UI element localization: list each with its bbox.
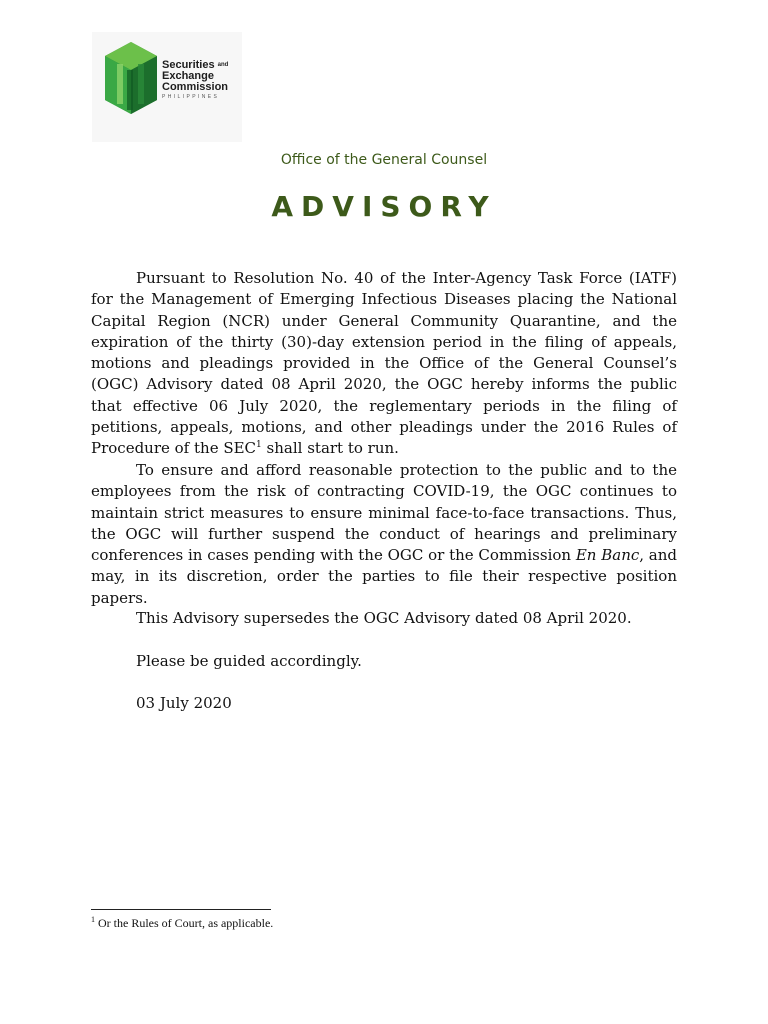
date-line: 03 July 2020: [136, 694, 232, 712]
paragraph-4: Please be guided accordingly.: [136, 652, 362, 670]
paragraph-2: To ensure and afford reasonable protection to the public and to the employees from the risk of contracting COVID-19, the OGC continues to maintain strict measures to ensure minimal face-to-face transactions. Thus, the OGC will further suspend the conduct of hearings and preliminary conferences in cases pending with the OGC or the Commission En Banc, and may, in its discretion, order the parties to file their respective position papers.: [91, 461, 678, 607]
footnote-ref: 1: [256, 440, 262, 451]
footnote-divider: [91, 909, 271, 910]
sec-logo: [92, 32, 242, 142]
sec-logo-mark-icon: [105, 42, 157, 114]
paragraph-3: This Advisory supersedes the OGC Advisory dated 08 April 2020.: [136, 609, 632, 627]
page-title: ADVISORY: [271, 190, 497, 223]
sec-logo-text: Securities and Exchange Commission PHILIPPINES: [162, 59, 229, 100]
paragraph-1: Pursuant to Resolution No. 40 of the Inter-Agency Task Force (IATF) for the Management of Emerging Infectious Diseases placing the National Capital Region (NCR) under General Community Quarantine, and the expiration of the thirty (30)-day extension period in the filing of appeals, motions and pleadings provided in the Office of the General Counsel’s (OGC) Advisory dated 08 April 2020, the OGC hereby informs the public that effective 06 July 2020, the reglementary periods in the filing of petitions, appeals, motions, and other pleadings under the 2016 Rules of Procedure of the SEC$^1$ shall start to run.: [91, 269, 677, 458]
office-heading: Office of the General Counsel: [280, 152, 488, 168]
footnote: $^1$ Or the Rules of Court, as applicable.: [91, 915, 274, 930]
